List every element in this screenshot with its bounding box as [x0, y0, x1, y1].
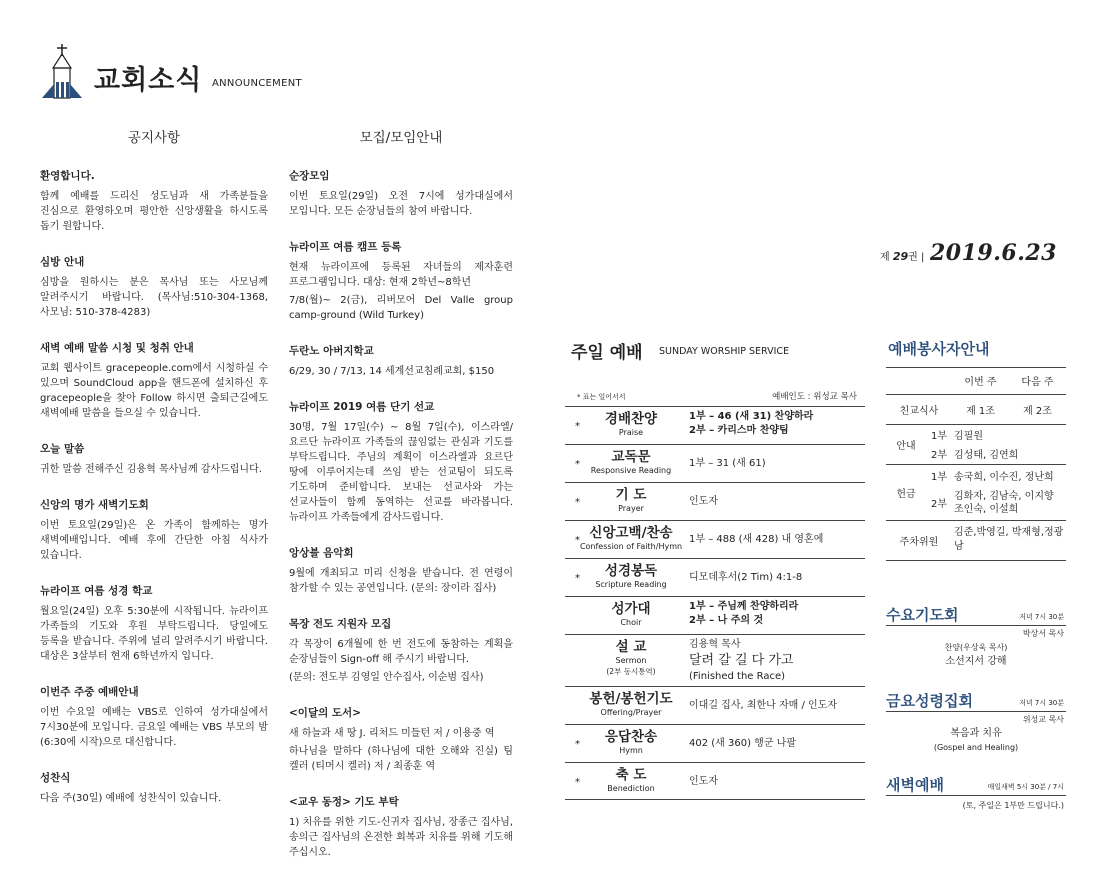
item-en: Responsive Reading — [590, 466, 672, 475]
staff-sub: 1부 — [926, 424, 952, 444]
gathering-body: 현재 뉴라이프에 등록된 자녀들의 제자훈련 프로그램입니다. 대상: 현재 2학년~8학년 — [289, 262, 513, 288]
wednesday-title: 수요기도회 — [886, 606, 959, 624]
service-item-desc — [689, 457, 865, 471]
gathering-item — [289, 343, 513, 379]
service-row — [565, 444, 865, 482]
item-ko: 성가대 — [611, 601, 651, 617]
staff-sub: 1부 — [926, 464, 952, 486]
notice-item — [40, 340, 268, 421]
gathering-item — [289, 399, 513, 525]
item-note: (2부 동시통역) — [606, 667, 656, 676]
dawn-service — [886, 770, 1066, 811]
service-staff — [886, 338, 1066, 561]
gathering-title: 목장 전도 지원자 모집 — [289, 618, 392, 630]
service-item-desc — [689, 638, 865, 684]
service-item-desc — [689, 600, 865, 628]
service-row — [565, 724, 865, 762]
staff-row — [886, 394, 1066, 424]
gathering-item — [289, 794, 513, 860]
service-row — [565, 762, 865, 800]
wednesday-line: 소선지서 강해 — [945, 656, 1007, 667]
gathering-body: 7/8(월)~ 2(금), 리버모어 Del Valle group camp-ground (Wild Turkey) — [289, 295, 513, 321]
service-row — [565, 634, 865, 686]
service-row — [565, 596, 865, 634]
notice-item — [40, 684, 268, 750]
staff-table — [886, 368, 1066, 561]
col-next-week: 다음 주 — [1021, 377, 1054, 389]
notice-title: 신앙의 명가 새벽기도회 — [40, 499, 149, 511]
gathering-body: 새 하늘과 새 땅 J. 리처드 미들턴 저 / 이용중 역 — [289, 728, 495, 739]
staff-title: 예배봉사자안내 — [886, 338, 1066, 368]
service-item-name — [575, 410, 687, 438]
gathering-body: 30명, 7월 17일(수) ~ 8월 7일(수), 이스라엘/요르단 뉴라이프 가족들의 끊임없는 관심과 기도를 부탁드립니다. 주님의 계획이 이스라엘과 요르단 땅에 이루어지는데 쓰임 받는 선교팀이 되도록 기도하며 준비합니다. 보내는 선교사와 가는 선교사들이 함께 동역하는 선교를 바라봅니다. 뉴라이프 가족들에게 감사드립니다. — [289, 422, 513, 523]
church-icon — [40, 42, 90, 102]
page-title: 교회소식 — [94, 65, 203, 96]
notice-title: 오늘 말씀 — [40, 443, 85, 455]
notice-title: 뉴라이프 여름 성경 학교 — [40, 585, 153, 597]
wednesday-line: 찬양(우상욱 목사) — [944, 643, 1008, 652]
staff-value: 송국희, 이수진, 정난희 — [952, 464, 1066, 486]
staff-row — [886, 464, 1066, 486]
notice-body: 이번 토요일(29일)은 온 가족이 함께하는 명가 새벽예배입니다. 예배 후에 간단한 아침 식사가 있습니다. — [40, 520, 268, 561]
desc-line: 인도자 — [689, 496, 718, 507]
service-order — [565, 406, 865, 800]
notice-body: 월요일(24일) 오후 5:30분에 시작됩니다. 뉴라이프 가족들의 기도와 후원 부탁드립니다. 당일에도 등록을 받습니다. 주위에 널리 알려주시기 바랍니다. 대상은 3살부터 현재 6학년까지 입니다. — [40, 606, 268, 662]
issue-date — [880, 240, 1060, 270]
service-row — [565, 558, 865, 596]
item-en: Benediction — [607, 784, 655, 793]
service-row — [565, 482, 865, 520]
staff-value: 김준,박영길, 박재형,정광남 — [952, 520, 1066, 560]
notice-body: 이번 수요일 예배는 VBS로 인하여 성가대실에서 7시30분에 모입니다. 금요일 예배는 VBS 부모의 밤(6:30에 시작)으로 대신합니다. — [40, 707, 268, 748]
gathering-title: <교우 동정> 기도 부탁 — [289, 796, 399, 808]
service-item-desc — [689, 775, 865, 789]
friday-title: 금요성령집회 — [886, 692, 973, 710]
desc-line: 1부 – 주님께 찬양하리라 — [689, 601, 799, 612]
dawn-time: 매일새벽 5시 30분 / 7시 — [987, 783, 1064, 791]
item-ko: 경배찬양 — [604, 411, 658, 427]
friday-speaker: 위성교 목사 — [1022, 715, 1064, 724]
page-header — [40, 42, 340, 102]
desc-line: 2부 – 나 주의 것 — [689, 615, 764, 626]
item-en: Prayer — [618, 504, 644, 513]
item-ko: 성경봉독 — [604, 563, 658, 579]
worship-service — [565, 338, 865, 800]
gathering-item — [289, 705, 513, 774]
service-row — [565, 406, 865, 444]
service-item-name — [575, 486, 687, 514]
item-en: Confession of Faith/Hymn — [579, 542, 683, 551]
notice-title: 새벽 예배 말씀 시청 및 청취 안내 — [40, 342, 194, 354]
friday-line: 복음과 치유 — [950, 728, 1002, 739]
gathering-item — [289, 239, 513, 323]
service-item-name — [575, 562, 687, 590]
gathering-body: 이번 토요일(29일) 오전 7시에 성가대실에서 모입니다. 모든 순장님들의 참여 바랍니다. — [289, 191, 513, 217]
gathering-title: 뉴라이프 2019 여름 단기 선교 — [289, 401, 435, 413]
stand-marker: * — [575, 497, 580, 508]
item-en: Scripture Reading — [595, 580, 667, 589]
bulletin-date: 2019.6.23 — [930, 240, 1057, 266]
item-ko: 교독문 — [611, 449, 651, 465]
notice-title: 성찬식 — [40, 772, 71, 784]
item-en: Praise — [618, 428, 644, 437]
dawn-title: 새벽예배 — [886, 776, 944, 794]
service-row — [565, 686, 865, 724]
gathering-title: 뉴라이프 여름 캠프 등록 — [289, 241, 402, 253]
service-meta — [565, 366, 865, 406]
notice-title: 심방 안내 — [40, 256, 85, 268]
notice-item — [40, 168, 268, 234]
stand-marker: * — [575, 421, 580, 432]
service-item-desc — [689, 410, 865, 438]
volume-number: 제 29권 | — [880, 250, 925, 263]
gathering-title: 두란노 아버지학교 — [289, 345, 374, 357]
service-item-name — [575, 600, 687, 628]
staff-sub: 2부 — [930, 450, 948, 462]
staff-label: 안내 — [886, 424, 926, 464]
stand-marker: * — [575, 739, 580, 750]
notices-column — [40, 126, 268, 826]
staff-value: 제 1조 — [952, 394, 1009, 424]
item-ko: 기 도 — [615, 487, 647, 503]
notice-item — [40, 583, 268, 664]
stand-marker: * — [575, 777, 580, 788]
desc-line: 1부 – 488 (새 428) 내 영혼에 — [689, 534, 824, 545]
item-ko: 축 도 — [615, 767, 647, 783]
service-item-name — [575, 448, 687, 476]
desc-line: 김용혁 목사 — [689, 639, 741, 650]
stand-note: * 표는 일어서서 — [577, 393, 626, 401]
service-item-desc — [689, 571, 865, 585]
notice-body: 심방을 원하시는 분은 목사님 또는 사모님께 알려주시기 바랍니다. (목사님:510-304-1368, 사모님: 510-378-4283) — [40, 277, 268, 318]
notice-body: 다음 주(30일) 예배에 성찬식이 있습니다. — [40, 793, 222, 804]
service-item-name — [575, 690, 687, 718]
gathering-title: 순장모임 — [289, 170, 330, 182]
desc-line: (Finished the Race) — [689, 671, 786, 682]
staff-sub: 2부 — [930, 499, 948, 511]
friday-line: (Gospel and Healing) — [933, 743, 1019, 752]
service-item-name — [575, 766, 687, 794]
notice-body: 귀한 말씀 전해주신 김용혁 목사님께 감사드립니다. — [40, 464, 262, 475]
service-item-desc — [689, 737, 865, 751]
staff-label: 주차위원 — [886, 520, 952, 560]
item-en: Choir — [620, 618, 642, 627]
col-this-week: 이번 주 — [964, 377, 997, 389]
desc-line: 달려 갈 길 다 가고 — [689, 653, 794, 668]
notice-title: 이번주 주중 예배안내 — [40, 686, 139, 698]
wednesday-prayer — [886, 600, 1066, 669]
desc-line: 402 (새 360) 행군 나팔 — [689, 738, 796, 749]
notice-item — [40, 441, 268, 477]
staff-value: 제 2조 — [1009, 394, 1066, 424]
desc-line: 인도자 — [689, 776, 718, 787]
notices-heading: 공지사항 — [127, 130, 181, 146]
service-title: 주일 예배 — [571, 343, 643, 363]
staff-header-row — [886, 368, 1066, 394]
service-row — [565, 520, 865, 558]
item-ko: 설 교 — [615, 639, 647, 655]
service-subtitle: SUNDAY WORSHIP SERVICE — [659, 346, 790, 357]
desc-line: 1부 – 46 (새 31) 찬양하라 — [689, 411, 814, 422]
desc-line: 1부 – 31 (새 61) — [689, 458, 766, 469]
gathering-title: 앙상블 음악회 — [289, 547, 354, 559]
staff-label: 헌금 — [886, 464, 926, 520]
gatherings-column — [289, 126, 513, 880]
gathering-title: <이달의 도서> — [289, 707, 361, 719]
notice-item — [40, 497, 268, 563]
desc-line: 2부 – 카리스마 찬양팀 — [689, 425, 789, 436]
page-subtitle: ANNOUNCEMENT — [212, 78, 302, 89]
gathering-body: 6/29, 30 / 7/13, 14 세계선교침례교회, $150 — [289, 366, 495, 377]
service-item-name — [575, 638, 687, 677]
gathering-body: 1) 치유를 위한 기도-신귀자 집사님, 장종근 집사님, 송의근 집사님의 온전한 회복과 치유를 위해 기도해 주십시오. — [289, 817, 513, 858]
stand-marker: * — [575, 573, 580, 584]
staff-row — [886, 424, 1066, 444]
item-ko: 응답찬송 — [604, 729, 658, 745]
wednesday-speaker: 박상서 목사 — [1022, 629, 1064, 638]
friday-prayer — [886, 686, 1066, 755]
item-en: Offering/Prayer — [600, 708, 662, 717]
staff-value: 김필원 — [952, 424, 1066, 444]
notice-title: 환영합니다. — [40, 170, 95, 182]
gatherings-heading: 모집/모임안내 — [359, 130, 443, 146]
wednesday-time: 저녁 7시 30분 — [1019, 613, 1064, 621]
item-ko: 신앙고백/찬송 — [589, 525, 673, 541]
service-item-desc — [689, 533, 865, 547]
gathering-item — [289, 545, 513, 596]
stand-marker: * — [575, 535, 580, 546]
gathering-item — [289, 168, 513, 219]
gathering-item — [289, 616, 513, 685]
service-item-name — [575, 728, 687, 756]
service-header — [565, 338, 865, 366]
service-item-desc — [689, 495, 865, 509]
gathering-body: (문의: 전도부 김영일 안수집사, 이순범 집사) — [289, 672, 484, 683]
gathering-body: 9월에 개최되고 미리 신청을 받습니다. 전 연령이 참가할 수 있는 공연입니다. (문의: 장이라 집사) — [289, 568, 513, 594]
desc-line: 디모데후서(2 Tim) 4:1-8 — [689, 572, 803, 583]
service-item-desc — [689, 699, 865, 713]
stand-marker: * — [575, 459, 580, 470]
gathering-body: 하나님을 말하다 (하나님에 대한 오해와 진실) 팀 켈러 (티머시 켈러) 저 / 최종훈 역 — [289, 746, 513, 772]
friday-time: 저녁 7시 30분 — [1019, 699, 1064, 707]
notice-body: 함께 예배를 드리신 성도님과 새 가족분들을 진심으로 환영하오며 평안한 신앙생활을 하시도록 돕기 원합니다. — [40, 191, 268, 232]
staff-value: 김성태, 김연희 — [954, 450, 1019, 462]
item-en: Sermon — [615, 656, 647, 665]
service-item-name — [575, 524, 687, 552]
notice-item — [40, 254, 268, 320]
gathering-body: 각 목장이 6개월에 한 번 전도에 동참하는 계획을 순장님들이 Sign-off 해 주시기 바랍니다. — [289, 639, 513, 665]
staff-label: 친교식사 — [886, 394, 952, 424]
notice-item — [40, 770, 268, 806]
notice-body: 교회 웹사이트 gracepeople.com에서 시청하실 수 있으며 SoundCloud app을 핸드폰에 설치하신 후 gracepeople을 찾아 Follow 하시면 출퇴근길에도 새벽예배 말씀을 들으실 수 있습니다. — [40, 363, 268, 419]
staff-value: 김화자, 김남숙, 이지향 조인숙, 이설희 — [954, 490, 1054, 515]
item-ko: 봉헌/봉헌기도 — [589, 691, 673, 707]
dawn-note: (토, 주일은 1부만 드립니다.) — [962, 801, 1064, 810]
staff-row — [886, 520, 1066, 560]
desc-line: 이대길 집사, 최한나 자매 / 인도자 — [689, 700, 838, 711]
item-en: Hymn — [619, 746, 643, 755]
service-leader: 예배인도 : 위성교 목사 — [772, 392, 857, 402]
